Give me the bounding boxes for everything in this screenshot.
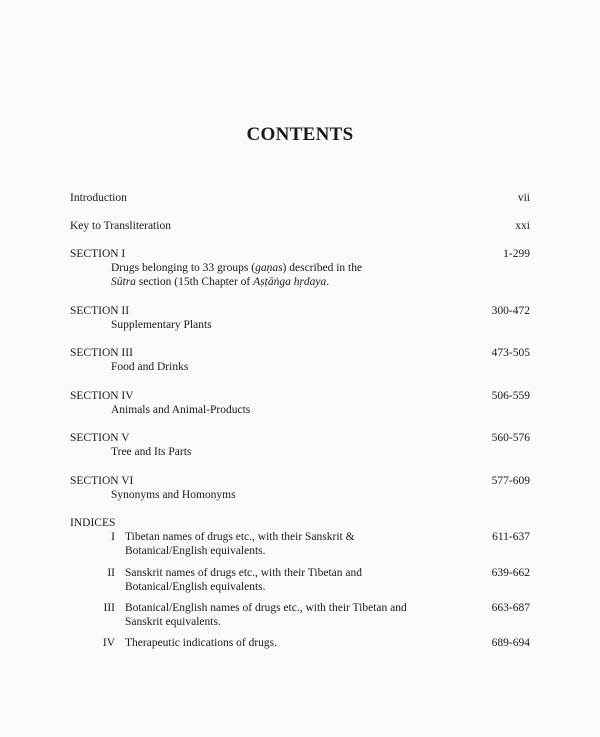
index-3-line-1: Botanical/English names of drugs etc., with their Tibetan and <box>125 602 407 614</box>
toc-page-section-6: 577-609 <box>491 475 530 487</box>
toc-page-introduction: vii <box>517 192 530 204</box>
toc-section-4-heading: SECTION IV <box>70 390 134 402</box>
toc-section-1-desc-line-2 <box>111 275 329 289</box>
index-number-2: II <box>107 567 115 579</box>
desc-text: . <box>326 276 330 288</box>
toc-section-3-desc: Food and Drinks <box>111 361 189 373</box>
index-2-line-1: Sanskrit names of drugs etc., with their Tibetan and <box>125 567 362 579</box>
index-3-line-2: Sanskrit equivalents. <box>125 616 221 628</box>
desc-text: section (15th Chapter of <box>135 276 254 288</box>
desc-text: ) described in the <box>282 262 363 274</box>
toc-page-key: xxi <box>515 220 530 232</box>
toc-section-4-desc: Animals and Animal-Products <box>111 404 251 416</box>
index-4-line-1: Therapeutic indications of drugs. <box>125 637 278 649</box>
toc-entry-introduction: Introduction <box>70 192 127 204</box>
index-number-4: IV <box>102 637 115 649</box>
desc-text: Drugs belonging to 33 groups ( <box>111 262 256 274</box>
toc-section-1-heading: SECTION I <box>70 248 126 260</box>
page-title: CONTENTS <box>246 124 354 145</box>
desc-italic-ganas: gaṇas <box>255 262 283 274</box>
desc-italic-astanga: Aṣṭāṅga hṛdaya <box>253 276 327 288</box>
toc-page-section-1: 1-299 <box>503 248 530 260</box>
toc-page-section-2: 300-472 <box>491 305 530 317</box>
toc-indices-heading: INDICES <box>70 517 116 529</box>
toc-section-6-desc: Synonyms and Homonyms <box>111 489 236 501</box>
toc-section-3-heading: SECTION III <box>70 347 133 359</box>
index-1-line-1: Tibetan names of drugs etc., with their Sanskrit & <box>125 531 355 543</box>
toc-page-index-1: 611-637 <box>492 531 530 543</box>
toc-section-5-desc: Tree and Its Parts <box>111 446 192 458</box>
toc-page-section-4: 506-559 <box>491 390 530 402</box>
toc-section-5-heading: SECTION V <box>70 432 130 444</box>
toc-page-section-5: 560-576 <box>491 432 530 444</box>
toc-section-2-desc: Supplementary Plants <box>111 319 212 331</box>
toc-entry-key: Key to Transliteration <box>70 220 171 232</box>
toc-page-index-2: 639-662 <box>491 567 530 579</box>
index-number-1: I <box>111 531 115 543</box>
index-2-line-2: Botanical/English equivalents. <box>125 581 266 593</box>
toc-section-2-heading: SECTION II <box>70 305 130 317</box>
toc-page-index-4: 689-694 <box>491 637 530 649</box>
toc-section-1-desc-line-1 <box>111 261 362 275</box>
desc-italic-sutra: Sūtra <box>111 276 136 288</box>
toc-page-section-3: 473-505 <box>491 347 530 359</box>
toc-page-index-3: 663-687 <box>491 602 530 614</box>
toc-section-6-heading: SECTION VI <box>70 475 134 487</box>
index-number-3: III <box>103 602 115 614</box>
index-1-line-2: Botanical/English equivalents. <box>125 545 266 557</box>
